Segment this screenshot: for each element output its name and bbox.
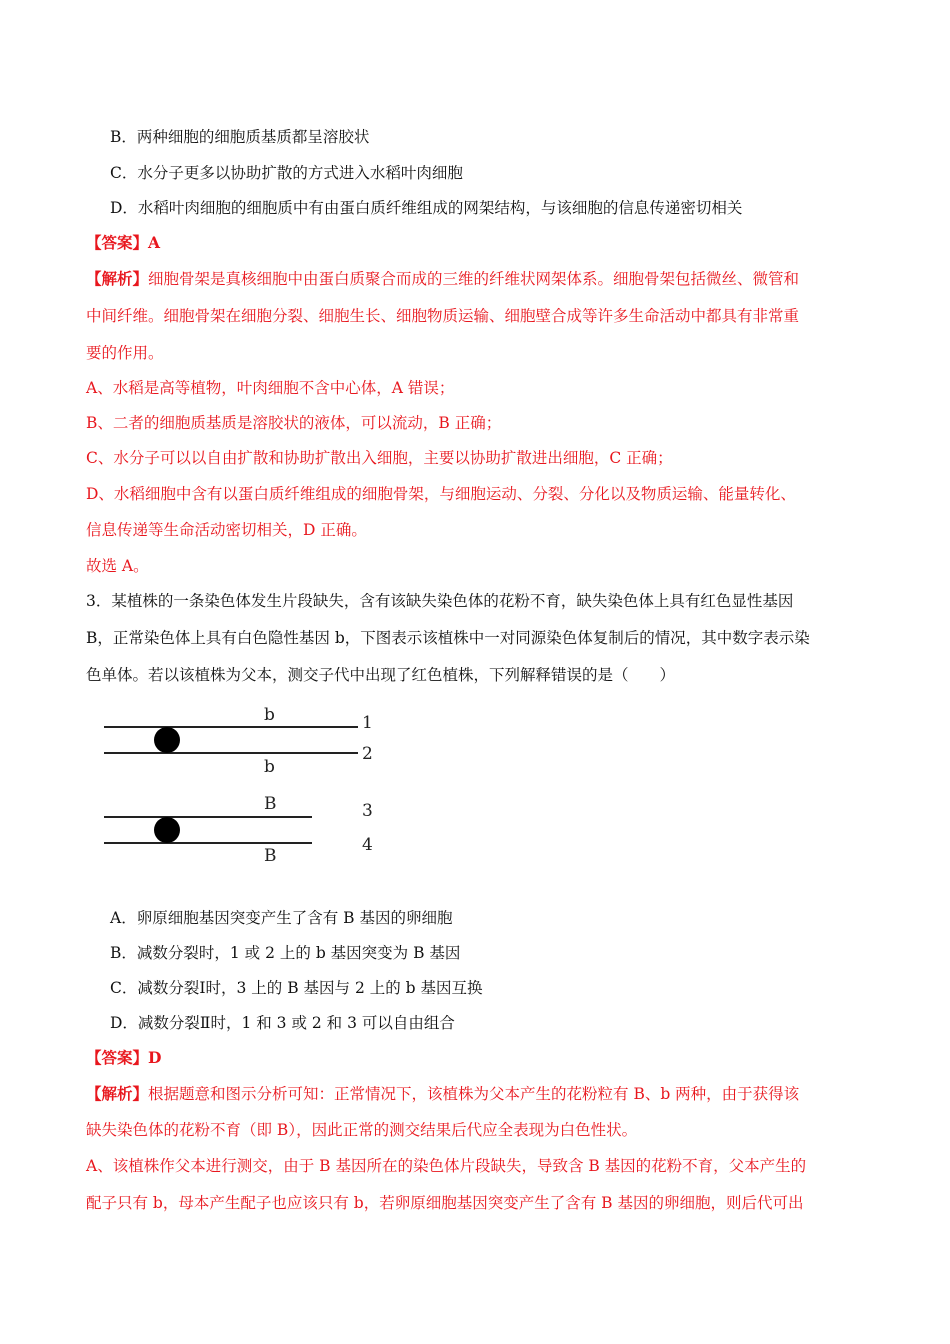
gene-label-2: b — [264, 757, 275, 777]
chromosome-diagram — [100, 700, 390, 870]
q3-option-c: C．减数分裂Ⅰ时，3 上的 B 基因与 2 上的 b 基因互换 — [110, 979, 483, 997]
q2-analysis-line-3: 要的作用。 — [86, 344, 164, 362]
chromatid-number-3: 3 — [362, 801, 373, 821]
q2-option-c: C．水分子更多以协助扩散的方式进入水稻叶肉细胞 — [110, 164, 463, 182]
q3-analysis-line-1 — [86, 1084, 799, 1104]
q2-analysis-line-7: D、水稻细胞中含有以蛋白质纤维组成的细胞骨架，与细胞运动、分裂、分化以及物质运输、能量转化、 — [86, 485, 796, 503]
q2-option-d: D．水稻叶肉细胞的细胞质中有由蛋白质纤维组成的网架结构，与该细胞的信息传递密切相关 — [110, 199, 743, 217]
q3-analysis-line-3: A、该植株作父本进行测交，由于 B 基因所在的染色体片段缺失，导致含 B 基因的花粉不育，父本产生的 — [86, 1157, 807, 1175]
q3-analysis-line-4: 配子只有 b，母本产生配子也应该只有 b，若卵原细胞基因突变产生了含有 B 基因的卵细胞，则后代可出 — [86, 1194, 804, 1212]
centromere-upper — [154, 727, 180, 753]
answer-label: 【答案】 — [86, 233, 149, 252]
q2-analysis-line-1 — [86, 269, 799, 289]
q3-analysis-line-2: 缺失染色体的花粉不育（即 B），因此正常的测交结果后代应全表现为白色性状。 — [86, 1121, 638, 1139]
q2-analysis-line-5: B、二者的细胞质基质是溶胶状的液体，可以流动，B 正确； — [86, 414, 502, 432]
chromatid-number-2: 2 — [362, 744, 373, 764]
answer-value: D — [148, 1048, 162, 1067]
q2-option-b: B．两种细胞的细胞质基质都呈溶胶状 — [110, 128, 370, 146]
chromatid-number-4: 4 — [362, 835, 373, 855]
q3-option-d: D．减数分裂Ⅱ时，1 和 3 或 2 和 3 可以自由组合 — [110, 1014, 455, 1032]
q3-stem-line-2: B，正常染色体上具有白色隐性基因 b，下图表示该植株中一对同源染色体复制后的情况，其中数字表示染 — [86, 629, 810, 647]
answer-label: 【答案】 — [86, 1048, 149, 1067]
q3-stem-line-1: 3．某植株的一条染色体发生片段缺失，含有该缺失染色体的花粉不育，缺失染色体上具有红色显性基因 — [86, 592, 794, 610]
q3-option-a: A．卵原细胞基因突变产生了含有 B 基因的卵细胞 — [110, 909, 453, 927]
q2-analysis-line-8: 信息传递等生命活动密切相关，D 正确。 — [86, 521, 367, 539]
q2-analysis-line-4: A、水稻是高等植物，叶肉细胞不含中心体，A 错误； — [86, 379, 455, 397]
analysis-text: 根据题意和图示分析可知：正常情况下，该植株为父本产生的花粉粒有 B、b 两种，由于获得该 — [148, 1085, 800, 1103]
q3-option-b: B．减数分裂时，1 或 2 上的 b 基因突变为 B 基因 — [110, 944, 461, 962]
analysis-label: 【解析】 — [86, 269, 149, 288]
analysis-label: 【解析】 — [86, 1084, 149, 1103]
answer-value: A — [148, 233, 161, 252]
q2-answer — [86, 233, 160, 253]
q3-stem-line-3: 色单体。若以该植株为父本，测交子代中出现了红色植株，下列解释错误的是（ ） — [86, 666, 676, 684]
q2-analysis-line-2: 中间纤维。细胞骨架在细胞分裂、细胞生长、细胞物质运输、细胞壁合成等许多生命活动中都具有非常重 — [86, 307, 800, 325]
chromatid-number-1: 1 — [362, 713, 373, 733]
gene-label-3: B — [264, 794, 277, 814]
q2-analysis-line-6: C、水分子可以以自由扩散和协助扩散出入细胞，主要以协助扩散进出细胞，C 正确； — [86, 449, 673, 467]
gene-label-4: B — [264, 846, 277, 866]
gene-label-1: b — [264, 705, 275, 725]
q2-conclusion: 故选 A。 — [86, 557, 149, 575]
q3-answer — [86, 1048, 161, 1068]
centromere-lower — [154, 817, 180, 843]
analysis-text: 细胞骨架是真核细胞中由蛋白质聚合而成的三维的纤维状网架体系。细胞骨架包括微丝、微管和 — [148, 270, 800, 288]
